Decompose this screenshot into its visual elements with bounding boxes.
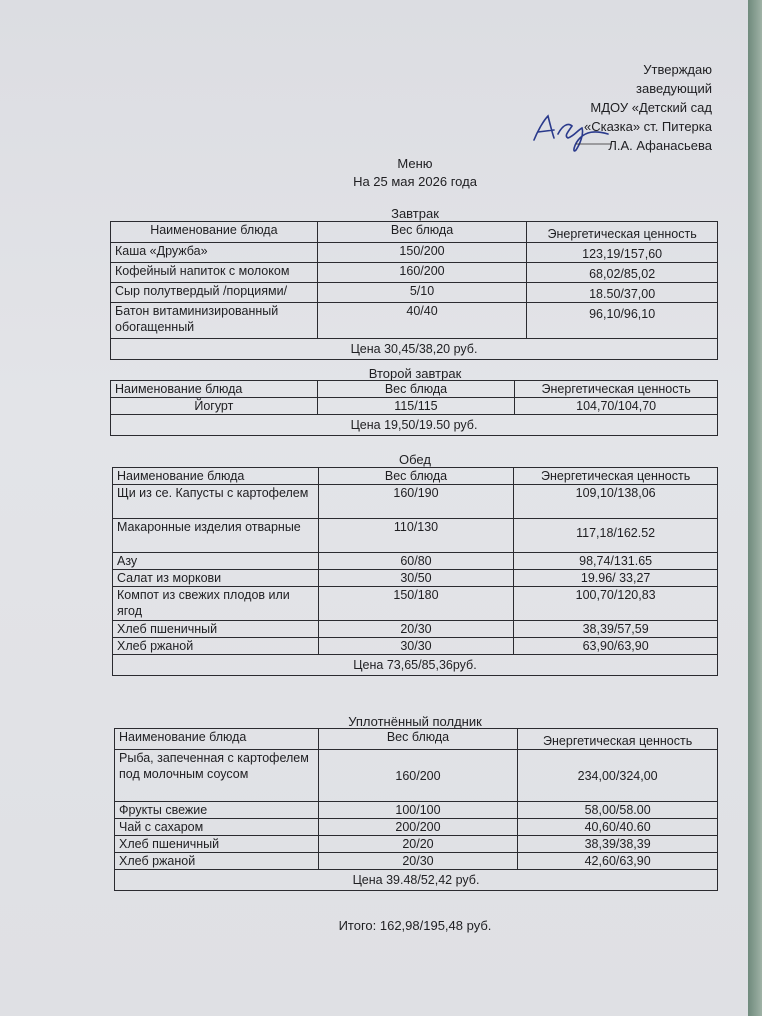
dish-energy: 234,00/324,00 <box>518 750 718 802</box>
header-name: Наименование блюда <box>111 222 318 243</box>
menu-total: Итого: 162,98/195,48 руб. <box>338 918 492 933</box>
second-breakfast-table <box>110 380 718 436</box>
second-breakfast-heading: Второй завтрак <box>368 366 462 381</box>
dish-name: Щи из се. Капусты с картофелем <box>113 485 319 519</box>
lunch-heading: Обед <box>399 452 431 467</box>
table-row <box>115 819 718 836</box>
lunch-price: Цена 73,65/85,36руб. <box>113 655 718 676</box>
dish-energy: 38,39/38,39 <box>518 836 718 853</box>
background-edge <box>748 0 762 1016</box>
dish-weight: 200/200 <box>318 819 518 836</box>
dish-weight: 160/200 <box>317 263 527 283</box>
table-row <box>113 519 718 553</box>
dish-name: Азу <box>113 553 319 570</box>
dish-energy: 38,39/57,59 <box>514 621 718 638</box>
approval-line-3: МДОУ «Детский сад <box>590 100 712 115</box>
snack-price: Цена 39.48/52,42 руб. <box>115 870 718 891</box>
breakfast-heading: Завтрак <box>391 206 439 221</box>
dish-energy: 96,10/96,10 <box>527 303 718 339</box>
table-row <box>113 587 718 621</box>
dish-name: Кофейный напиток с молоком <box>111 263 318 283</box>
header-energy: Энергетическая ценность <box>518 729 718 750</box>
price-row <box>113 655 718 676</box>
second-breakfast-price: Цена 19,50/19.50 руб. <box>111 415 718 436</box>
dish-name: Батон витаминизированный обогащенный <box>111 303 318 339</box>
dish-energy: 40,60/40.60 <box>518 819 718 836</box>
dish-energy: 19.96/ 33,27 <box>514 570 718 587</box>
dish-name: Макаронные изделия отварные <box>113 519 319 553</box>
header-name: Наименование блюда <box>113 468 319 485</box>
price-row <box>115 870 718 891</box>
dish-weight: 100/100 <box>318 802 518 819</box>
breakfast-price: Цена 30,45/38,20 руб. <box>111 339 718 360</box>
dish-name: Рыба, запеченная с картофелем под молочным соусом <box>115 750 319 802</box>
header-weight: Вес блюда <box>318 729 518 750</box>
header-name: Наименование блюда <box>111 381 318 398</box>
table-header-row <box>113 468 718 485</box>
table-row <box>115 750 718 802</box>
menu-date: На 25 мая 2026 года <box>353 174 477 189</box>
dish-weight: 30/30 <box>318 638 514 655</box>
table-row <box>113 621 718 638</box>
dish-name: Хлеб пшеничный <box>115 836 319 853</box>
dish-weight: 150/200 <box>317 243 527 263</box>
dish-name: Фрукты свежие <box>115 802 319 819</box>
header-energy: Энергетическая ценность <box>515 381 718 398</box>
dish-weight: 150/180 <box>318 587 514 621</box>
table-header-row <box>111 381 718 398</box>
dish-energy: 42,60/63,90 <box>518 853 718 870</box>
table-header-row <box>111 222 718 243</box>
dish-energy: 63,90/63,90 <box>514 638 718 655</box>
table-row <box>113 570 718 587</box>
dish-name: Каша «Дружба» <box>111 243 318 263</box>
table-row <box>115 802 718 819</box>
dish-name: Хлеб пшеничный <box>113 621 319 638</box>
header-energy: Энергетическая ценность <box>514 468 718 485</box>
dish-weight: 160/200 <box>318 750 518 802</box>
price-row <box>111 415 718 436</box>
approval-line-5: Л.А. Афанасьева <box>608 138 712 153</box>
dish-weight: 60/80 <box>318 553 514 570</box>
table-row <box>113 485 718 519</box>
table-row <box>113 638 718 655</box>
dish-weight: 20/30 <box>318 621 514 638</box>
table-row <box>111 283 718 303</box>
dish-name: Компот из свежих плодов или ягод <box>113 587 319 621</box>
dish-weight: 40/40 <box>317 303 527 339</box>
menu-title: Меню <box>397 156 433 171</box>
dish-energy: 98,74/131.65 <box>514 553 718 570</box>
header-weight: Вес блюда <box>317 381 515 398</box>
header-weight: Вес блюда <box>318 468 514 485</box>
dish-weight: 20/30 <box>318 853 518 870</box>
approval-line-2: заведующий <box>636 81 712 96</box>
lunch-table <box>112 467 718 676</box>
dish-energy: 58,00/58.00 <box>518 802 718 819</box>
table-row <box>115 836 718 853</box>
dish-energy: 123,19/157,60 <box>527 243 718 263</box>
header-name: Наименование блюда <box>115 729 319 750</box>
dish-energy: 109,10/138,06 <box>514 485 718 519</box>
dish-name: Чай с сахаром <box>115 819 319 836</box>
header-energy: Энергетическая ценность <box>527 222 718 243</box>
dish-weight: 115/115 <box>317 398 515 415</box>
table-header-row <box>115 729 718 750</box>
dish-name: Салат из моркови <box>113 570 319 587</box>
dish-energy: 117,18/162.52 <box>514 519 718 553</box>
snack-heading: Уплотнённый полдник <box>348 714 482 729</box>
dish-name: Хлеб ржаной <box>115 853 319 870</box>
header-weight: Вес блюда <box>317 222 527 243</box>
approval-line-4: «Сказка» ст. Питерка <box>584 119 712 134</box>
dish-weight: 20/20 <box>318 836 518 853</box>
table-row <box>115 853 718 870</box>
table-row <box>113 553 718 570</box>
table-row <box>111 398 718 415</box>
table-row <box>111 303 718 339</box>
table-row <box>111 263 718 283</box>
dish-energy: 100,70/120,83 <box>514 587 718 621</box>
handwritten-signature <box>528 104 612 156</box>
dish-name: Йогурт <box>111 398 318 415</box>
snack-table <box>114 728 718 891</box>
approval-line-1: Утверждаю <box>643 62 712 77</box>
dish-weight: 110/130 <box>318 519 514 553</box>
table-row <box>111 243 718 263</box>
breakfast-table <box>110 221 718 360</box>
price-row <box>111 339 718 360</box>
dish-energy: 18.50/37,00 <box>527 283 718 303</box>
dish-name: Сыр полутвердый /порциями/ <box>111 283 318 303</box>
dish-energy: 104,70/104,70 <box>515 398 718 415</box>
dish-name: Хлеб ржаной <box>113 638 319 655</box>
dish-weight: 5/10 <box>317 283 527 303</box>
dish-energy: 68,02/85,02 <box>527 263 718 283</box>
dish-weight: 160/190 <box>318 485 514 519</box>
dish-weight: 30/50 <box>318 570 514 587</box>
